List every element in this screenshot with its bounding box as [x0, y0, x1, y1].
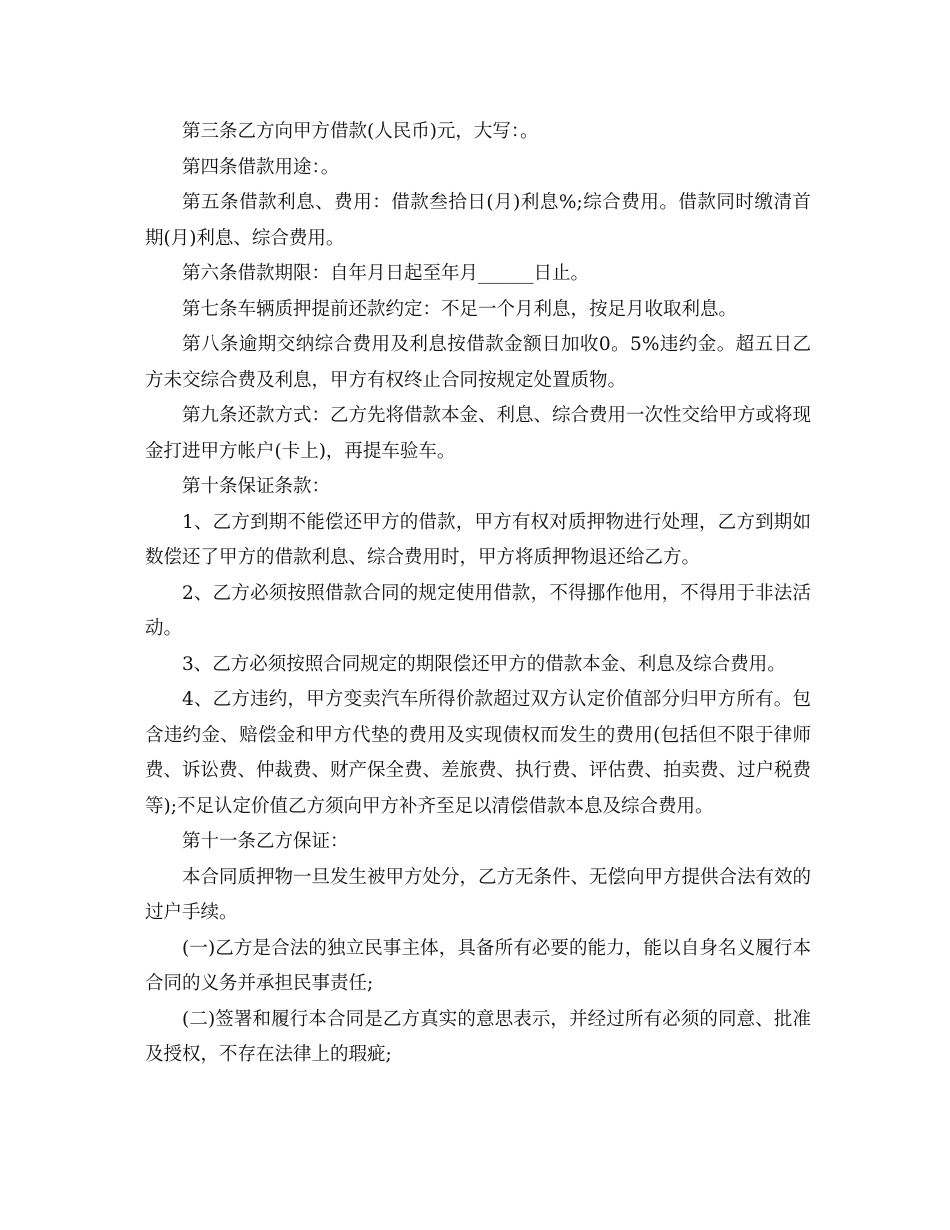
guarantee-item-2: 2、乙方必须按照借款合同的规定使用借款，不得挪作他用，不得用于非法活动。 — [145, 582, 811, 639]
clause-8-late-payment: 第八条逾期交纳综合费用及利息按借款金额日加收0。5%违约金。超五日乙方未交综合费及利息，甲方有权终止合同按规定处置质物。 — [145, 334, 811, 391]
guarantee-item-1: 1、乙方到期不能偿还甲方的借款，甲方有权对质押物进行处理，乙方到期如数偿还了甲方的借款利息、综合费用时，甲方将质押物退还给乙方。 — [145, 511, 811, 568]
document-body — [145, 114, 811, 1073]
warranty-item-2: (二)签署和履行本合同是乙方真实的意思表示，并经过所有必须的同意、批准及授权，不存在法律上的瑕疵; — [145, 1008, 811, 1065]
clause-3-loan-amount: 第三条乙方向甲方借款(人民币)元，大写：。 — [182, 121, 539, 142]
guarantee-item-4: 4、乙方违约，甲方变卖汽车所得价款超过双方认定价值部分归甲方所有。包含违约金、赔偿金和甲方代垫的费用及实现债权而发生的费用(包括但不限于律师费、诉讼费、仲裁费、财产保全费、差旅费、执行费、评估费、拍卖费、过户税费等);不足认定价值乙方须向甲方补齐至足以清偿借款本息及综合费用。 — [145, 689, 812, 817]
clause-6-loan-term: 第六条借款期限：自年月日起至年月______日止。 — [182, 263, 590, 284]
clause-11-borrower-warranty-heading: 第十一条乙方保证： — [182, 831, 349, 852]
warranty-transfer-procedures: 本合同质押物一旦发生被甲方处分，乙方无条件、无偿向甲方提供合法有效的过户手续。 — [145, 866, 812, 923]
warranty-item-1: (一)乙方是合法的独立民事主体，具备所有必要的能力，能以自身名义履行本合同的义务并承担民事责任; — [145, 937, 811, 994]
clause-4-loan-purpose: 第四条借款用途：。 — [182, 156, 340, 178]
clause-10-guarantee-heading: 第十条保证条款： — [182, 476, 331, 497]
clause-7-early-repayment: 第七条车辆质押提前还款约定：不足一个月利息，按足月收取利息。 — [182, 298, 738, 320]
clause-5-interest-fees: 第五条借款利息、费用：借款叁拾日(月)利息%;综合费用。借款同时缴清首期(月)利息、综合费用。 — [145, 192, 811, 249]
guarantee-item-3: 3、乙方必须按照合同规定的期限偿还甲方的借款本金、利息及综合费用。 — [182, 653, 786, 675]
clause-9-repayment-method: 第九条还款方式：乙方先将借款本金、利息、综合费用一次性交给甲方或将现金打进甲方帐户(卡上)，再提车验车。 — [145, 405, 812, 462]
